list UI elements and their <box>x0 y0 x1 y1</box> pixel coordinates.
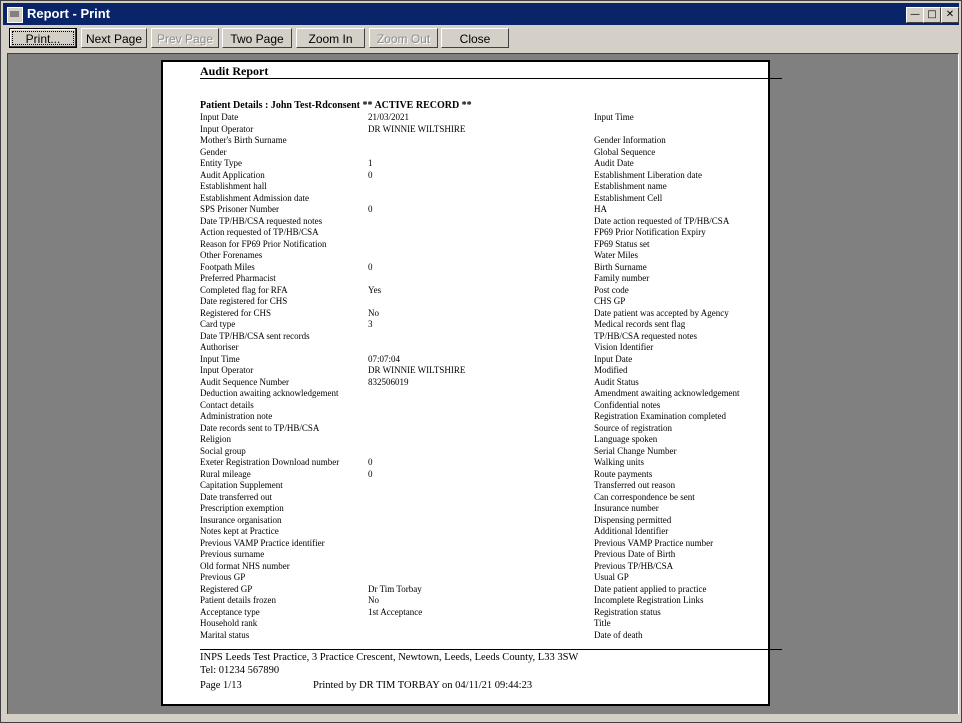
field-label-right: Registration Examination completed <box>594 411 726 421</box>
field-value: Dr Tim Torbay <box>368 583 422 594</box>
audit-row <box>163 400 763 411</box>
field-label: Previous GP <box>200 572 246 582</box>
field-label-right: Previous VAMP Practice number <box>594 537 714 548</box>
field-label-right: Input Time <box>594 112 634 122</box>
audit-row <box>163 227 763 238</box>
audit-row <box>163 480 763 491</box>
audit-row <box>163 239 763 250</box>
audit-row <box>163 250 763 261</box>
title-bar[interactable] <box>3 3 959 25</box>
field-label: SPS Prisoner Number <box>200 204 280 214</box>
field-label-right: CHS GP <box>594 296 626 306</box>
field-label-right: Incomplete Registration Links <box>594 595 704 605</box>
field-label-right: Establishment Cell <box>594 192 663 203</box>
field-label-right: Family number <box>594 273 650 283</box>
field-label: Action requested of TP/HB/CSA <box>200 227 319 237</box>
field-label-right: Dispensing permitted <box>594 514 672 525</box>
field-label-right: Transferred out reason <box>594 480 676 490</box>
field-value: DR WINNIE WILTSHIRE <box>368 123 466 134</box>
audit-row <box>163 584 763 595</box>
maximize-icon[interactable]: □ <box>923 7 941 23</box>
field-label-right: Usual GP <box>594 572 629 582</box>
field-label-right: Date action requested of TP/HB/CSA <box>594 215 730 226</box>
field-label-right: Additional Identifier <box>594 526 669 536</box>
field-label-right: TP/HB/CSA requested notes <box>594 330 697 341</box>
prev-page-button[interactable]: Prev Page <box>151 28 219 48</box>
field-label-right: Title <box>594 618 611 628</box>
audit-row <box>163 423 763 434</box>
print-button[interactable]: Print... <box>9 28 77 48</box>
audit-row <box>163 181 763 192</box>
audit-row <box>163 216 763 227</box>
field-label: Establishment hall <box>200 181 267 191</box>
field-label-right: Establishment Liberation date <box>594 169 702 180</box>
field-label: Social group <box>200 445 246 456</box>
field-value: 3 <box>368 319 373 329</box>
field-label: Input Date <box>200 112 239 122</box>
next-page-button[interactable]: Next Page <box>81 28 147 48</box>
close-button[interactable]: Close <box>441 28 509 48</box>
audit-row <box>163 618 763 629</box>
field-value: No <box>368 595 379 605</box>
audit-row <box>163 630 763 641</box>
audit-row <box>163 193 763 204</box>
audit-row <box>163 170 763 181</box>
field-label-right: Input Date <box>594 353 633 364</box>
two-page-button[interactable]: Two Page <box>222 28 292 48</box>
field-label: Date registered for CHS <box>200 296 288 306</box>
field-label: Patient details frozen <box>200 595 276 605</box>
field-label-right: HA <box>594 204 607 214</box>
field-label-right: Route payments <box>594 468 653 479</box>
field-label-right: Registration status <box>594 606 661 617</box>
audit-row <box>163 365 763 376</box>
report-page <box>161 60 770 706</box>
field-label: Audit Application <box>200 169 265 180</box>
audit-row <box>163 262 763 273</box>
printer-app-icon[interactable] <box>7 7 23 23</box>
field-label-right: Establishment name <box>594 181 667 191</box>
field-label-right: FP69 Status set <box>594 238 650 249</box>
field-label-right: Vision Identifier <box>594 342 654 352</box>
field-label: Previous surname <box>200 549 265 559</box>
field-label: Card type <box>200 319 236 329</box>
field-label-right: Insurance number <box>594 503 659 513</box>
field-label: Mother's Birth Surname <box>200 135 287 145</box>
field-label: Insurance organisation <box>200 514 282 525</box>
field-label: Capitation Supplement <box>200 480 283 490</box>
field-value: 832506019 <box>368 376 409 387</box>
field-label: Reason for FP69 Prior Notification <box>200 238 327 249</box>
field-value: DR WINNIE WILTSHIRE <box>368 365 466 375</box>
audit-row <box>163 446 763 457</box>
field-label-right: Date patient applied to practice <box>594 583 707 594</box>
field-value: 0 <box>368 169 373 180</box>
field-label-right: Global Sequence <box>594 146 656 157</box>
field-label-right: Modified <box>594 365 628 375</box>
audit-row <box>163 411 763 422</box>
audit-row <box>163 319 763 330</box>
field-label: Administration note <box>200 411 273 421</box>
field-label: Authoriser <box>200 342 239 352</box>
field-label-right: Audit Status <box>594 376 639 387</box>
field-value: 21/03/2021 <box>368 112 410 122</box>
field-label: Date transferred out <box>200 491 272 502</box>
field-label-right: Water Miles <box>594 250 639 260</box>
title-divider <box>200 78 782 79</box>
field-value: 1 <box>368 158 373 168</box>
field-value: 1st Acceptance <box>368 606 423 617</box>
field-label-right: Source of registration <box>594 422 672 433</box>
field-label-right: Previous Date of Birth <box>594 549 676 559</box>
field-label: Date records sent to TP/HB/CSA <box>200 422 320 433</box>
field-label: Footpath Miles <box>200 261 255 272</box>
field-value: No <box>368 307 379 318</box>
audit-row <box>163 112 763 123</box>
field-label: Date TP/HB/CSA requested notes <box>200 215 323 226</box>
page-number: Page 1/13 <box>200 680 242 691</box>
audit-row <box>163 572 763 583</box>
field-value: 0 <box>368 261 373 272</box>
zoom-in-button[interactable]: Zoom In <box>296 28 365 48</box>
practice-telephone: Tel: 01234 567890 <box>200 665 280 676</box>
audit-row <box>163 561 763 572</box>
field-label: Religion <box>200 434 231 444</box>
field-label-right: Gender Information <box>594 135 666 145</box>
audit-row <box>163 158 763 169</box>
field-value: 0 <box>368 468 373 479</box>
field-label: Other Forenames <box>200 250 263 260</box>
field-value: 07:07:04 <box>368 353 401 364</box>
audit-row <box>163 549 763 560</box>
field-label: Prescription exemption <box>200 503 284 513</box>
field-label-right: Serial Change Number <box>594 445 677 456</box>
patient-header: Patient Details : John Test-Rdconsent ** ACTIVE RECORD ** <box>200 100 472 111</box>
field-label: Previous VAMP Practice identifier <box>200 537 325 548</box>
field-label: Exeter Registration Download number <box>200 457 340 467</box>
field-value: 0 <box>368 204 373 214</box>
field-label: Notes kept at Practice <box>200 526 279 536</box>
minimize-icon[interactable]: — <box>906 7 924 23</box>
window-title: Report - Print <box>27 6 111 21</box>
preview-viewport[interactable] <box>7 53 959 715</box>
audit-row <box>163 595 763 606</box>
field-label-right: Medical records sent flag <box>594 319 686 329</box>
audit-row <box>163 434 763 445</box>
audit-row <box>163 492 763 503</box>
status-bar <box>3 714 959 722</box>
printed-by: Printed by DR TIM TORBAY on 04/11/21 09:44:23 <box>313 680 533 691</box>
audit-row <box>163 342 763 353</box>
field-label: Deduction awaiting acknowledgement <box>200 388 339 398</box>
field-label: Input Operator <box>200 123 254 134</box>
footer-divider <box>200 649 782 650</box>
field-label-right: Amendment awaiting acknowledgement <box>594 388 740 398</box>
field-label: Rural mileage <box>200 468 251 479</box>
field-label-right: Walking units <box>594 457 645 467</box>
audit-row <box>163 515 763 526</box>
field-label-right: Post code <box>594 284 629 295</box>
report-title: Audit Report <box>200 64 269 78</box>
field-label: Preferred Pharmacist <box>200 273 276 283</box>
audit-row <box>163 204 763 215</box>
field-label: Entity Type <box>200 158 242 168</box>
audit-row <box>163 503 763 514</box>
field-label: Gender <box>200 146 227 157</box>
audit-row <box>163 273 763 284</box>
audit-row <box>163 526 763 537</box>
audit-row <box>163 124 763 135</box>
practice-address: INPS Leeds Test Practice, 3 Practice Crescent, Newtown, Leeds, Leeds County, L33 3SW <box>200 652 579 663</box>
field-label: Date TP/HB/CSA sent records <box>200 330 310 341</box>
audit-row <box>163 285 763 296</box>
audit-row <box>163 469 763 480</box>
field-value: Yes <box>368 284 382 295</box>
field-label: Acceptance type <box>200 606 260 617</box>
field-label: Household rank <box>200 618 258 628</box>
audit-row <box>163 607 763 618</box>
audit-row <box>163 354 763 365</box>
audit-row <box>163 147 763 158</box>
audit-row <box>163 538 763 549</box>
toolbar <box>3 27 959 51</box>
field-label-right: Date of death <box>594 629 643 640</box>
audit-row <box>163 296 763 307</box>
field-label: Marital status <box>200 629 250 640</box>
field-label: Registered for CHS <box>200 307 271 318</box>
field-label-right: Audit Date <box>594 158 634 168</box>
field-label-right: Previous TP/HB/CSA <box>594 560 674 571</box>
audit-row <box>163 308 763 319</box>
zoom-out-button[interactable]: Zoom Out <box>369 28 438 48</box>
audit-row <box>163 331 763 342</box>
audit-row <box>163 388 763 399</box>
field-label: Establishment Admission date <box>200 192 309 203</box>
field-label: Old format NHS number <box>200 560 290 571</box>
field-label-right: Language spoken <box>594 434 658 444</box>
field-label-right: Date patient was accepted by Agency <box>594 307 729 318</box>
field-label-right: Birth Surname <box>594 261 647 272</box>
field-label-right: Confidential notes <box>594 399 661 410</box>
field-label: Completed flag for RFA <box>200 284 288 295</box>
field-label-right: FP69 Prior Notification Expiry <box>594 227 706 237</box>
field-label: Input Time <box>200 353 240 364</box>
field-label: Audit Sequence Number <box>200 376 289 387</box>
field-label: Contact details <box>200 399 254 410</box>
audit-row <box>163 377 763 388</box>
audit-row <box>163 457 763 468</box>
close-window-icon[interactable]: ✕ <box>941 7 959 23</box>
field-label-right: Can correspondence be sent <box>594 491 695 502</box>
field-label: Input Operator <box>200 365 254 375</box>
field-label: Registered GP <box>200 583 253 594</box>
field-value: 0 <box>368 457 373 467</box>
audit-row <box>163 135 763 146</box>
